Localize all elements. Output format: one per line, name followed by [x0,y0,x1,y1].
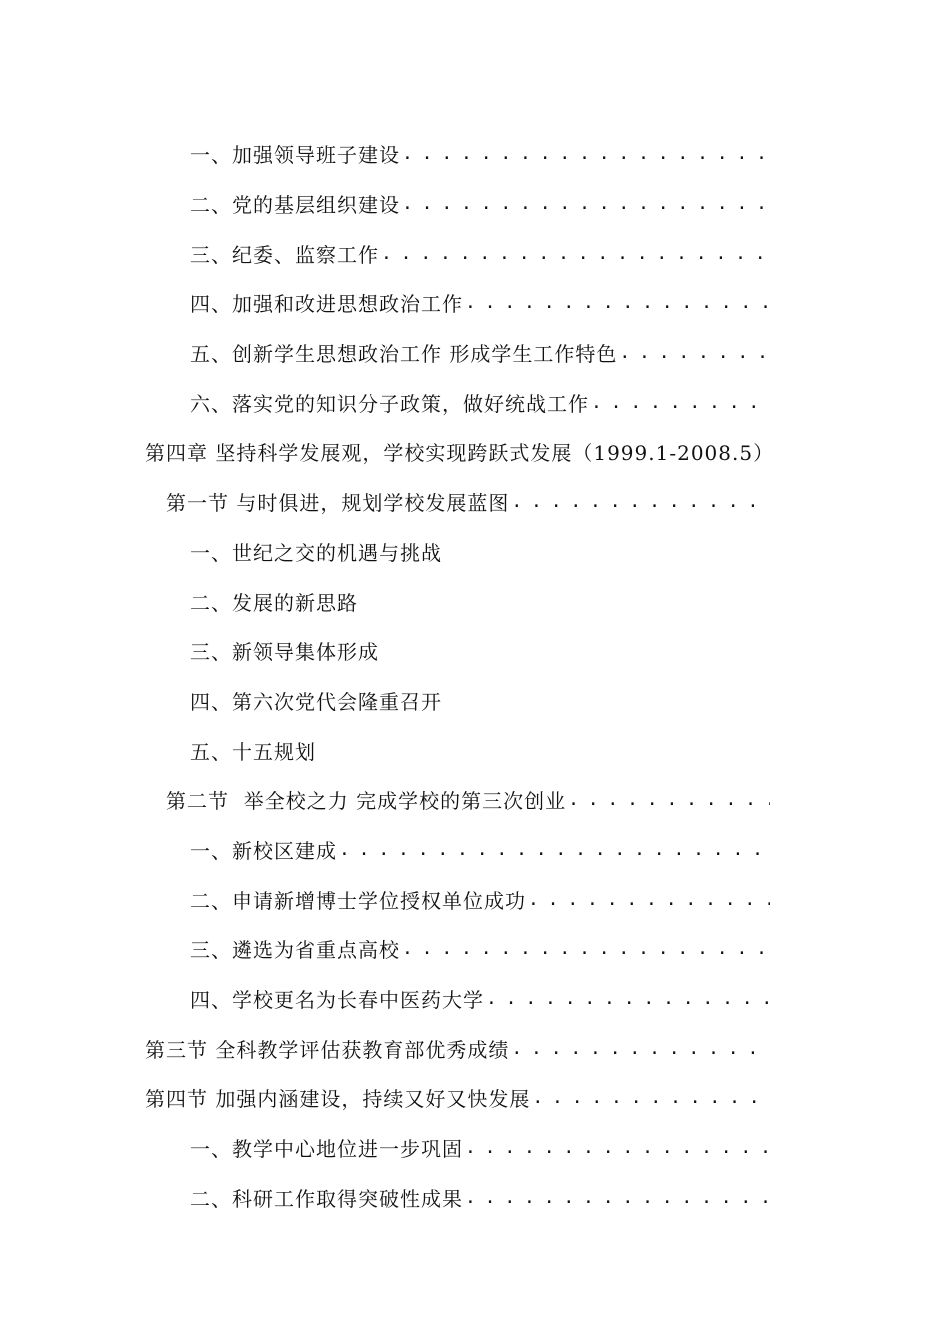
toc-entry-text: 第四章 坚持科学发展观，学校实现跨跃式发展（1999.1-2008.5） [145,441,775,466]
toc-entry [0,228,770,278]
toc-section [0,775,770,825]
dot-leader [619,342,770,363]
dot-leader [402,938,770,959]
toc-entry [0,1172,770,1222]
toc-entry [0,1123,770,1173]
toc-entry-text: 五、十五规划 [190,739,316,764]
toc-entry [0,725,770,775]
toc-entry-text: 第一节 与时俱进，规划学校发展蓝图 [166,491,510,516]
toc-entry [0,874,770,924]
dot-leader [528,889,770,910]
toc-entry [0,179,770,229]
toc-entry-text: 二、科研工作取得突破性成果 [190,1186,463,1211]
toc-entry-text: 二、党的基层组织建设 [190,193,400,218]
toc-entry-text: 一、世纪之交的机遇与挑战 [190,540,442,565]
dot-leader [511,1038,770,1059]
dot-leader [339,839,770,860]
toc-entry-text: 一、加强领导班子建设 [190,143,400,168]
toc-entry-text: 三、遴选为省重点高校 [190,938,400,963]
toc-entry [0,576,770,626]
toc-entry-text: 第二节 举全校之力 完成学校的第三次创业 [166,789,567,814]
dot-leader [532,1087,770,1108]
toc-entry-text: 四、加强和改进思想政治工作 [190,292,463,317]
toc-entry-text: 三、纪委、监察工作 [190,242,379,267]
toc-entry-text: 二、申请新增博士学位授权单位成功 [190,888,526,913]
table-of-contents [0,129,950,1222]
toc-entry-text: 一、新校区建成 [190,838,337,863]
toc-chapter-heading [0,427,805,477]
dot-leader [465,1187,770,1208]
toc-entry [0,278,770,328]
toc-entry-text: 五、创新学生思想政治工作 形成学生工作特色 [190,342,618,367]
toc-entry [0,626,770,676]
toc-entry [0,924,770,974]
toc-entry-text: 四、学校更名为长春中医药大学 [190,988,484,1013]
dot-leader [465,292,770,313]
toc-section [0,1073,770,1123]
toc-entry [0,129,770,179]
toc-entry [0,974,770,1024]
toc-entry-text: 六、落实党的知识分子政策，做好统战工作 [190,391,589,416]
dot-leader [465,1137,770,1158]
dot-leader [591,392,770,413]
dot-leader [486,988,770,1009]
toc-entry [0,328,770,378]
toc-entry-text: 四、第六次党代会隆重召开 [190,689,442,714]
dot-leader [381,243,770,264]
dot-leader [402,143,770,164]
toc-entry-text: 一、教学中心地位进一步巩固 [190,1137,463,1162]
toc-entry-text: 二、发展的新思路 [190,590,358,615]
toc-entry-text: 第三节 全科教学评估获教育部优秀成绩 [145,1037,510,1062]
dot-leader [511,491,770,512]
toc-entry-text: 第四节 加强内涵建设，持续又好又快发展 [145,1087,531,1112]
toc-entry [0,825,770,875]
toc-entry-text: 三、新领导集体形成 [190,640,379,665]
toc-entry [0,527,770,577]
dot-leader [402,193,770,214]
toc-entry [0,377,770,427]
toc-section [0,1023,770,1073]
toc-entry [0,676,770,726]
dot-leader [568,789,770,810]
toc-section [0,477,770,527]
